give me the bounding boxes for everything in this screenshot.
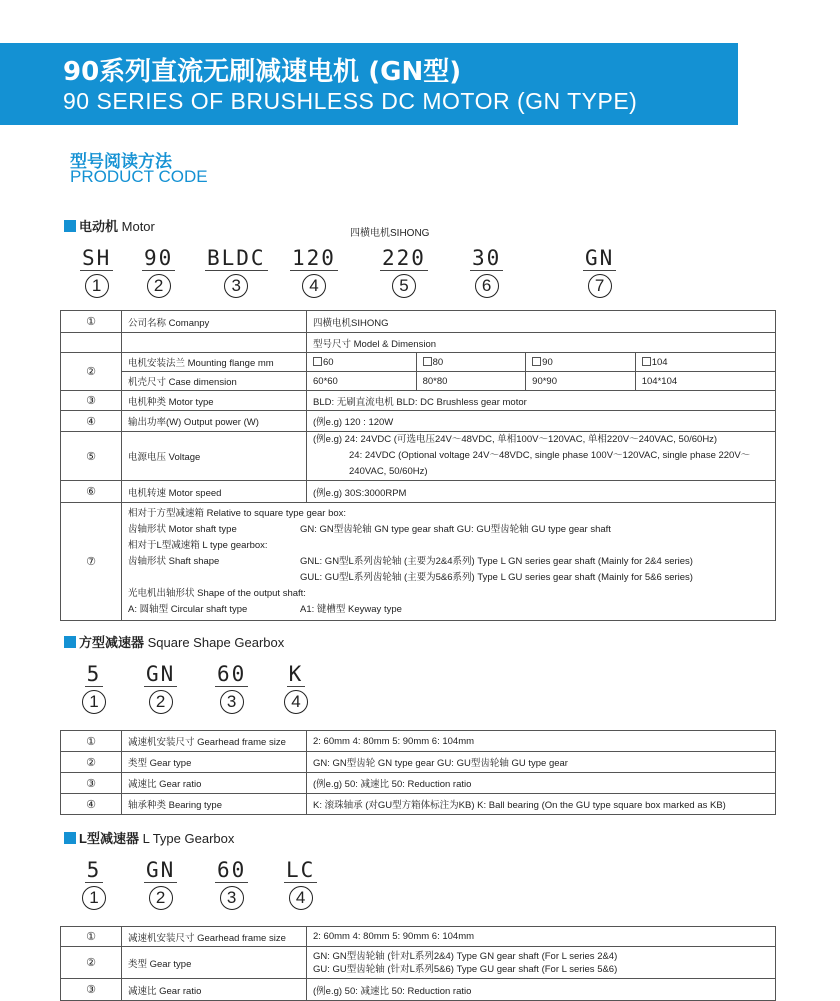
code-segment xyxy=(290,246,338,298)
code-value: 60 xyxy=(217,858,247,882)
code-number-circle: 4 xyxy=(289,886,313,910)
code-value: 5 xyxy=(86,662,102,686)
l-gearbox-heading: L型减速器 L Type Gearbox xyxy=(64,828,234,847)
code-number-circle: 1 xyxy=(82,690,106,714)
table-row: 机壳尺寸 Case dimension 60*60 80*80 90*90 104*104 xyxy=(61,372,776,391)
code-number-circle: 2 xyxy=(149,886,173,910)
table-row: ⑤ 电源电压 Voltage (例e.g) 24: 24VDC (可选电压24V～48VDC, 单相100V～120VAC, 单相220V～240VAC, 50/60Hz) 24: 24VDC (Optional voltage 24V～48VDC, single phase 100V～120VAC, single phase 220V～240VAC, 50/60Hz) xyxy=(61,432,776,481)
code-segment xyxy=(284,662,308,714)
code-segment xyxy=(144,858,177,910)
code-value: 30 xyxy=(472,246,502,270)
page-title-en: 90 SERIES OF BRUSHLESS DC MOTOR (GN TYPE) xyxy=(63,88,638,114)
code-number-circle: 1 xyxy=(82,886,106,910)
code-number-circle: 7 xyxy=(588,274,612,298)
table-row: ① 减速机安装尺寸 Gearhead frame size 2: 60mm 4: 80mm 5: 90mm 6: 104mm xyxy=(61,731,776,752)
code-segment xyxy=(284,858,317,910)
code-number-circle: 6 xyxy=(475,274,499,298)
table-row: ⑥ 电机转速 Motor speed (例e.g) 30S:3000RPM xyxy=(61,481,776,503)
table-row: ② 类型 Gear type GN: GN型齿轮轴 (针对L系列2&4) Type GN gear shaft (For L series 2&4) GU: GU型齿轮轴 (针对L系列5&6) Type GU gear shaft (For L series 5&6) xyxy=(61,947,776,979)
table-row: ③ 减速比 Gear ratio (例e.g) 50: 减速比 50: Reduction ratio xyxy=(61,773,776,794)
code-segment xyxy=(82,858,106,910)
l-gearbox-table xyxy=(60,926,776,1001)
square-gearbox-table xyxy=(60,730,776,815)
code-value: 120 xyxy=(292,246,336,270)
table-row: ② 电机安装法兰 Mounting flange mm 60 80 90 104 xyxy=(61,353,776,372)
code-value: BLDC xyxy=(207,246,266,270)
motor-section-heading: 电动机 Motor xyxy=(64,216,155,235)
checkbox-icon xyxy=(313,357,322,366)
code-number-circle: 3 xyxy=(224,274,248,298)
checkbox-icon xyxy=(423,357,432,366)
section-square-icon xyxy=(64,636,76,648)
product-code-title-en: PRODUCT CODE xyxy=(70,167,208,186)
code-segment xyxy=(205,246,268,298)
code-value: LC xyxy=(286,858,316,882)
table-row: ① 减速机安装尺寸 Gearhead frame size 2: 60mm 4: 80mm 5: 90mm 6: 104mm xyxy=(61,927,776,947)
code-segment xyxy=(583,246,616,298)
code-value: 220 xyxy=(382,246,426,270)
code-number-circle: 4 xyxy=(302,274,326,298)
code-value: 5 xyxy=(86,858,102,882)
code-number-circle: 1 xyxy=(85,274,109,298)
code-number-circle: 2 xyxy=(149,690,173,714)
table-row: ② 类型 Gear type GN: GN型齿轮 GN type gear GU: GU型齿轮轴 GU type gear xyxy=(61,752,776,773)
code-number-circle: 2 xyxy=(147,274,171,298)
motor-code-table xyxy=(60,310,776,621)
checkbox-icon xyxy=(642,357,651,366)
table-row: ④ 输出功率(W) Output power (W) (例e.g) 120 : 120W xyxy=(61,411,776,432)
code-number-circle: 5 xyxy=(392,274,416,298)
code-value: K xyxy=(288,662,304,686)
table-row: ① 公司名称 Comanpy 四横电机SIHONG xyxy=(61,311,776,333)
code-segment xyxy=(80,246,113,298)
title-banner xyxy=(0,43,738,125)
section-square-icon xyxy=(64,220,76,232)
table-row: ③ 减速比 Gear ratio (例e.g) 50: 减速比 50: Reduction ratio xyxy=(61,979,776,1001)
code-number-circle: 3 xyxy=(220,690,244,714)
code-value: SH xyxy=(82,246,112,270)
brand-note: 四横电机SIHONG xyxy=(350,228,430,239)
code-segment xyxy=(144,662,177,714)
code-segment xyxy=(82,662,106,714)
checkbox-icon xyxy=(532,357,541,366)
code-value: 90 xyxy=(144,246,174,270)
table-row: ③ 电机种类 Motor type BLD: 无刷直流电机 BLD: DC Brushless gear motor xyxy=(61,391,776,411)
section-square-icon xyxy=(64,832,76,844)
product-code-title-cn: 型号阅读方法 xyxy=(70,152,172,172)
table-row: ⑦ 相对于方型减速箱 Relative to square type gear box: 齿轴形状 Motor shaft type GN: GN型齿轮轴 GN type gear shaft GU: GU型齿轮轴 GU type gear shaft 相对于L型减速箱 L type gearbox: 齿轴形状 Shaft shape GNL: GN型L系列齿轮轴 (主要为2&4系列) Type L GN series gear shaft (Mainly for 2&4 series) GUL: GU型L系列齿轮轴 (主要为5&6系列) Type L GU series gear shaft (Mainly for 5&6 series) 光电机出轴形状 Shape of the output shaft: A: 圆轴型 Circular shaft type A1: 键槽型 Keyway type xyxy=(61,503,776,621)
page-title-cn: 90系列直流无刷减速电机 (GN型) xyxy=(63,57,462,87)
code-value: GN xyxy=(146,858,176,882)
table-row: 型号尺寸 Model & Dimension xyxy=(61,333,776,353)
square-gearbox-heading: 方型减速器 Square Shape Gearbox xyxy=(64,632,284,651)
table-row: ④ 轴承种类 Bearing type K: 滚珠轴承 (对GU型方箱体标注为KB) K: Ball bearing (On the GU type square box marked as KB) xyxy=(61,794,776,815)
code-segment xyxy=(142,246,175,298)
code-segment xyxy=(380,246,428,298)
code-segment xyxy=(215,858,248,910)
code-value: 60 xyxy=(217,662,247,686)
code-segment xyxy=(470,246,503,298)
code-number-circle: 3 xyxy=(220,886,244,910)
code-value: GN xyxy=(585,246,615,270)
code-number-circle: 4 xyxy=(284,690,308,714)
code-value: GN xyxy=(146,662,176,686)
code-segment xyxy=(215,662,248,714)
